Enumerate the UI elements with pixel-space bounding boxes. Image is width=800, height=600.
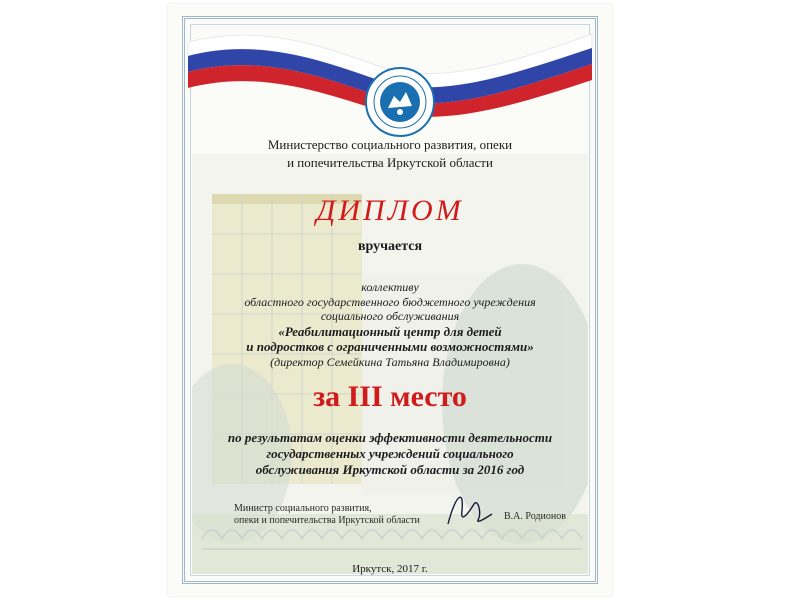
signatory-name: В.А. Родионов — [504, 511, 566, 522]
recipient-line4: «Реабилитационный центр для детей — [278, 324, 502, 339]
recipient-line3: социального обслуживания — [320, 309, 460, 323]
ministry-name-line2: и попечительства Иркутской области — [287, 155, 493, 170]
reason-line2: государственных учреждений социального — [266, 446, 514, 461]
award-place: за III место — [313, 380, 467, 413]
awarded-label: вручается — [357, 239, 423, 254]
recipient-line2: областного государственного бюджетного учреждения — [244, 295, 536, 309]
recipient-line6: (директор Семейкина Татьяна Владимировна) — [270, 355, 510, 369]
reason-line1: по результатам оценки эффективности деятельности — [227, 430, 553, 445]
signatory-position-line1: Министр социального развития, — [234, 503, 372, 514]
reason-line3: обслуживания Иркутской области за 2016 год — [255, 462, 525, 477]
recipient-line1: коллективу — [361, 280, 419, 294]
diploma-title: ДИПЛОМ — [316, 194, 464, 227]
diploma-sheet — [168, 4, 612, 596]
ministry-name-line1: Министерство социального развития, опеки — [267, 137, 513, 152]
handwritten-signature — [438, 484, 498, 534]
place-and-year: Иркутск, 2017 г. — [352, 563, 428, 575]
signatory-position-line2: опеки и попечительства Иркутской области — [234, 515, 420, 526]
recipient-line5: и подростков с ограниченными возможностями» — [246, 339, 534, 354]
